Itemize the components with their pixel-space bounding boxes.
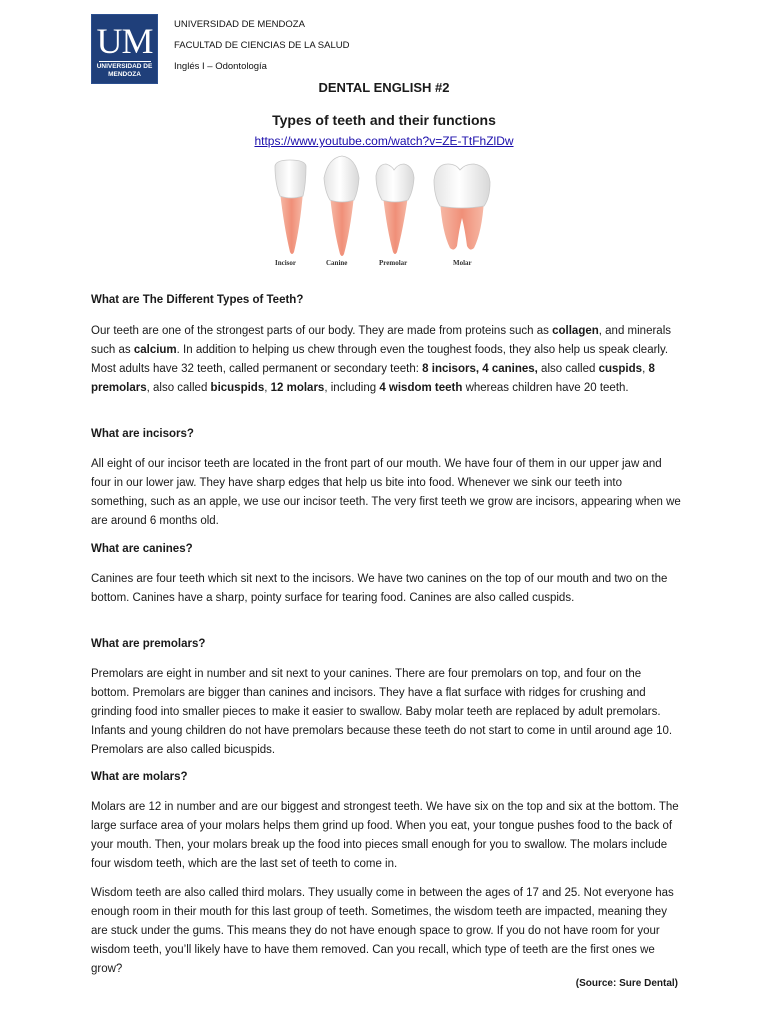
incisor-label: Incisor <box>275 259 296 267</box>
canines-paragraph: Canines are four teeth which sit next to the incisors. We have two canines on the top of our mouth and two on the bottom. Canines have a sharp, pointy surface for tearing food. Canines are also called cuspids. <box>91 573 668 604</box>
types-paragraph: Our teeth are one of the strongest parts of our body. They are made from proteins such as collagen, and minerals such as calcium. In addition to helping us chew through even the toughest foods, they also help us speak clearly. Most adults have 32 teeth, called permanent or secondary teeth: 8 incisors, 4 canines, also called cuspids, 8 premolars, also called bicuspids, 12 molars, including 4 wisdom teeth whereas children have 20 teeth. <box>91 325 671 394</box>
source-citation: (Source: Sure Dental) <box>575 978 678 989</box>
logo-subtext: UNIVERSIDAD DE MENDOZA <box>96 63 153 78</box>
molar-label: Molar <box>453 259 472 267</box>
premolars-paragraph: Premolars are eight in number and sit next to your canines. There are four premolars on top, and four on the bottom. Premolars are bigger than canines and incisors. They have a flat surface with ridges for crushing and grinding food into smaller pieces to make it easier to swallow. Baby molar teeth are replaced by adult premolars. Infants and young children do not have premolars because these teeth do not start to come in until around age 10. Premolars are also called bicuspids. <box>91 668 673 756</box>
logo-divider <box>99 61 151 62</box>
document-title: DENTAL ENGLISH #2 <box>318 80 450 95</box>
incisors-paragraph: All eight of our incisor teeth are located in the front part of our mouth. We have four of them in our upper jaw and four in our lower jaw. They have sharp edges that help us bite into food. Whenever we sink our teeth into something, such as an apple, we use our incisor teeth. The very first teeth we grow are incisors, appearing when we are around 6 months old. <box>91 458 681 527</box>
incisors-heading: What are incisors? <box>91 428 194 440</box>
youtube-link[interactable]: https://www.youtube.com/watch?v=ZE-TtFhZlDw <box>254 134 514 148</box>
molars-paragraph-1: Molars are 12 in number and are our biggest and strongest teeth. We have six on the top and six at the bottom. The large surface area of your molars helps them grind up food. When you eat, your tongue pushes food to the back of your mouth. Then, your molars break up the food into pieces small enough for you to swallow. The molars include four wisdom teeth, which are the last set of teeth to come in. <box>91 801 679 870</box>
university-logo <box>91 14 158 84</box>
course-name: Inglés I – Odontología <box>174 61 267 72</box>
types-heading: What are The Different Types of Teeth? <box>91 294 304 306</box>
canine-label: Canine <box>326 259 348 267</box>
molars-paragraph-2: Wisdom teeth are also called third molars. They usually come in between the ages of 17 and 25. Not everyone has enough room in their mouth for this last group of teeth. Sometimes, the wisdom teeth are impacted, meaning they are stuck under the gums. This means they do not have enough space to grow. If you do not have room for your wisdom teeth, you’ll likely have to have them removed. Can you recall, which type of teeth are the first ones we grow? <box>91 887 674 975</box>
logo-monogram: UM <box>96 21 153 61</box>
faculty-name: FACULTAD DE CIENCIAS DE LA SALUD <box>174 40 350 51</box>
canines-heading: What are canines? <box>91 543 193 555</box>
molar-tooth-icon <box>434 164 490 250</box>
premolars-heading: What are premolars? <box>91 638 206 650</box>
canine-tooth-icon <box>324 156 359 256</box>
teeth-types-illustration <box>262 152 506 272</box>
molars-heading: What are molars? <box>91 771 188 783</box>
document-subtitle: Types of teeth and their functions <box>272 112 496 128</box>
premolar-label: Premolar <box>379 259 408 267</box>
incisor-tooth-icon <box>275 160 306 254</box>
university-name: UNIVERSIDAD DE MENDOZA <box>174 19 305 30</box>
premolar-tooth-icon <box>376 164 414 254</box>
